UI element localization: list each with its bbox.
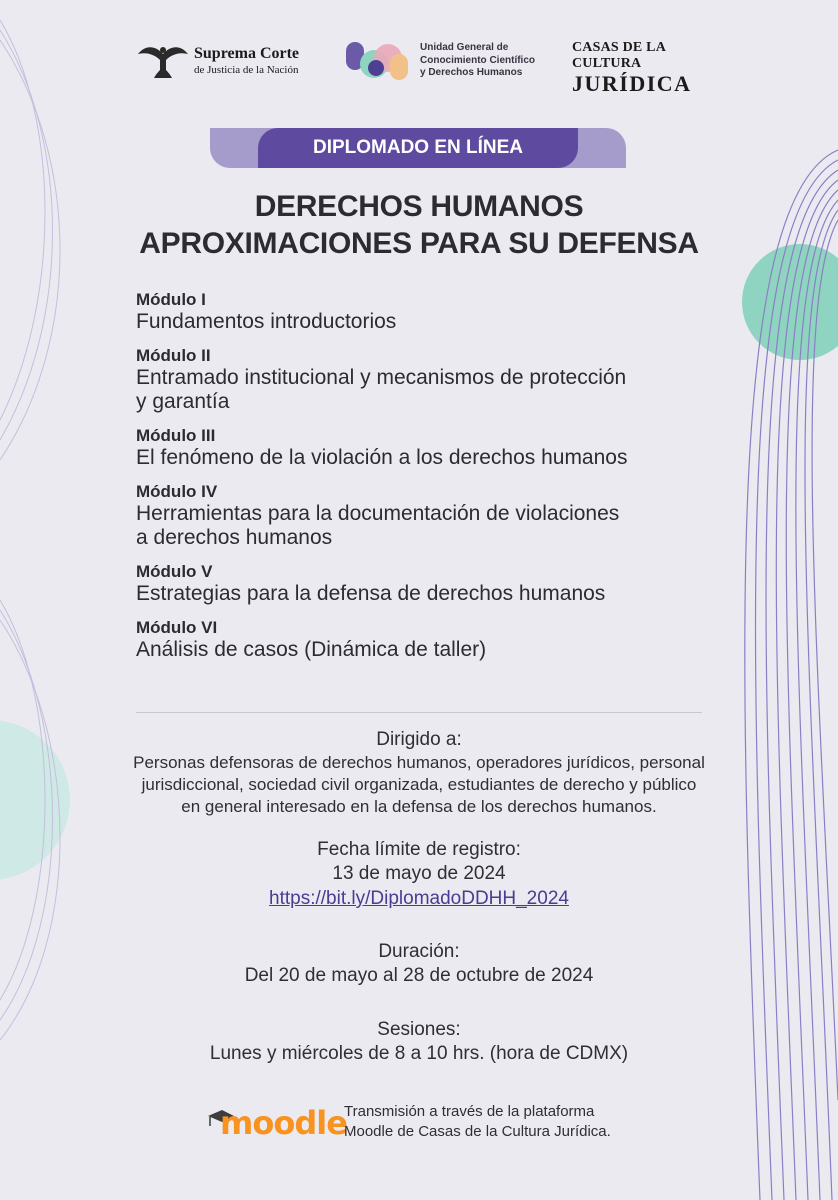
moodle-logo <box>206 1102 347 1142</box>
banner-label: DIPLOMADO EN LÍNEA <box>312 137 524 158</box>
ccj-line-2: JURÍDICA <box>572 71 692 96</box>
module-item <box>136 426 736 470</box>
footer-line-2: Moodle de Casas de la Cultura Jurídica. <box>344 1123 611 1140</box>
ug-emblem-icon <box>344 40 410 82</box>
casas-cultura-juridica-logo <box>572 40 702 96</box>
ug-line-2: Conocimiento Científico <box>420 54 535 66</box>
module-title: Herramientas para la documentación de violaciones <box>136 502 620 525</box>
duration-section <box>0 940 838 988</box>
module-number: Módulo I <box>136 290 206 309</box>
audience-section <box>0 728 838 818</box>
module-item <box>136 562 736 606</box>
ccj-line-1: CASAS DE LA CULTURA <box>572 40 666 71</box>
title-line-1: DERECHOS HUMANOS <box>254 190 584 223</box>
diplomado-banner <box>210 128 626 168</box>
registration-date: 13 de mayo de 2024 <box>332 863 506 884</box>
module-number: Módulo IV <box>136 482 218 501</box>
title-line-2: APROXIMACIONES PARA SU DEFENSA <box>139 227 699 260</box>
sessions-value: Lunes y miércoles de 8 a 10 hrs. (hora de CDMX) <box>209 1043 629 1064</box>
footer-line-1: Transmisión a través de la plataforma <box>344 1103 595 1120</box>
moodle-wordmark: moodle <box>220 1104 347 1142</box>
scjn-name: Suprema Corte <box>194 45 300 62</box>
module-number: Módulo V <box>136 562 213 581</box>
scjn-subname: de Justicia de la Nación <box>194 63 299 76</box>
page-title <box>0 188 838 262</box>
registration-link[interactable]: https://bit.ly/DiplomadoDDHH_2024 <box>269 888 569 909</box>
module-item <box>136 290 736 334</box>
module-item <box>136 618 736 662</box>
module-title: Fundamentos introductorios <box>136 310 397 333</box>
scjn-logo <box>136 40 306 82</box>
footer-platform <box>206 1102 656 1148</box>
ug-line-1: Unidad General de <box>420 42 509 53</box>
module-title: Análisis de casos (Dinámica de taller) <box>136 638 487 661</box>
module-number: Módulo III <box>136 426 216 445</box>
module-title-cont: a derechos humanos <box>136 526 333 549</box>
section-divider <box>136 712 702 713</box>
duration-value: Del 20 de mayo al 28 de octubre de 2024 <box>244 965 594 986</box>
module-title-cont: y garantía <box>136 390 230 413</box>
audience-line: en general interesado en la defensa de los derechos humanos. <box>181 797 657 816</box>
sessions-label: Sesiones: <box>377 1019 461 1040</box>
duration-label: Duración: <box>378 941 460 962</box>
unidad-general-logo <box>344 40 544 82</box>
audience-line: jurisdiccional, sociedad civil organizada, estudiantes de derecho y público <box>141 775 697 794</box>
module-title: Entramado institucional y mecanismos de protección <box>136 366 627 389</box>
module-list <box>136 290 736 674</box>
module-item <box>136 346 736 414</box>
module-title: Estrategias para la defensa de derechos humanos <box>136 582 606 605</box>
sessions-section <box>0 1018 838 1066</box>
footer-description <box>344 1102 611 1142</box>
header-logos <box>0 40 838 96</box>
registration-label: Fecha límite de registro: <box>317 839 521 860</box>
module-number: Módulo VI <box>136 618 218 637</box>
module-title: El fenómeno de la violación a los derechos humanos <box>136 446 628 469</box>
module-item <box>136 482 736 550</box>
ug-line-3: y Derechos Humanos <box>420 67 523 78</box>
audience-label: Dirigido a: <box>376 729 462 750</box>
module-number: Módulo II <box>136 346 211 365</box>
registration-section <box>0 838 838 912</box>
audience-line: Personas defensoras de derechos humanos, operadores jurídicos, personal <box>133 753 705 772</box>
eagle-emblem-icon <box>136 40 190 80</box>
